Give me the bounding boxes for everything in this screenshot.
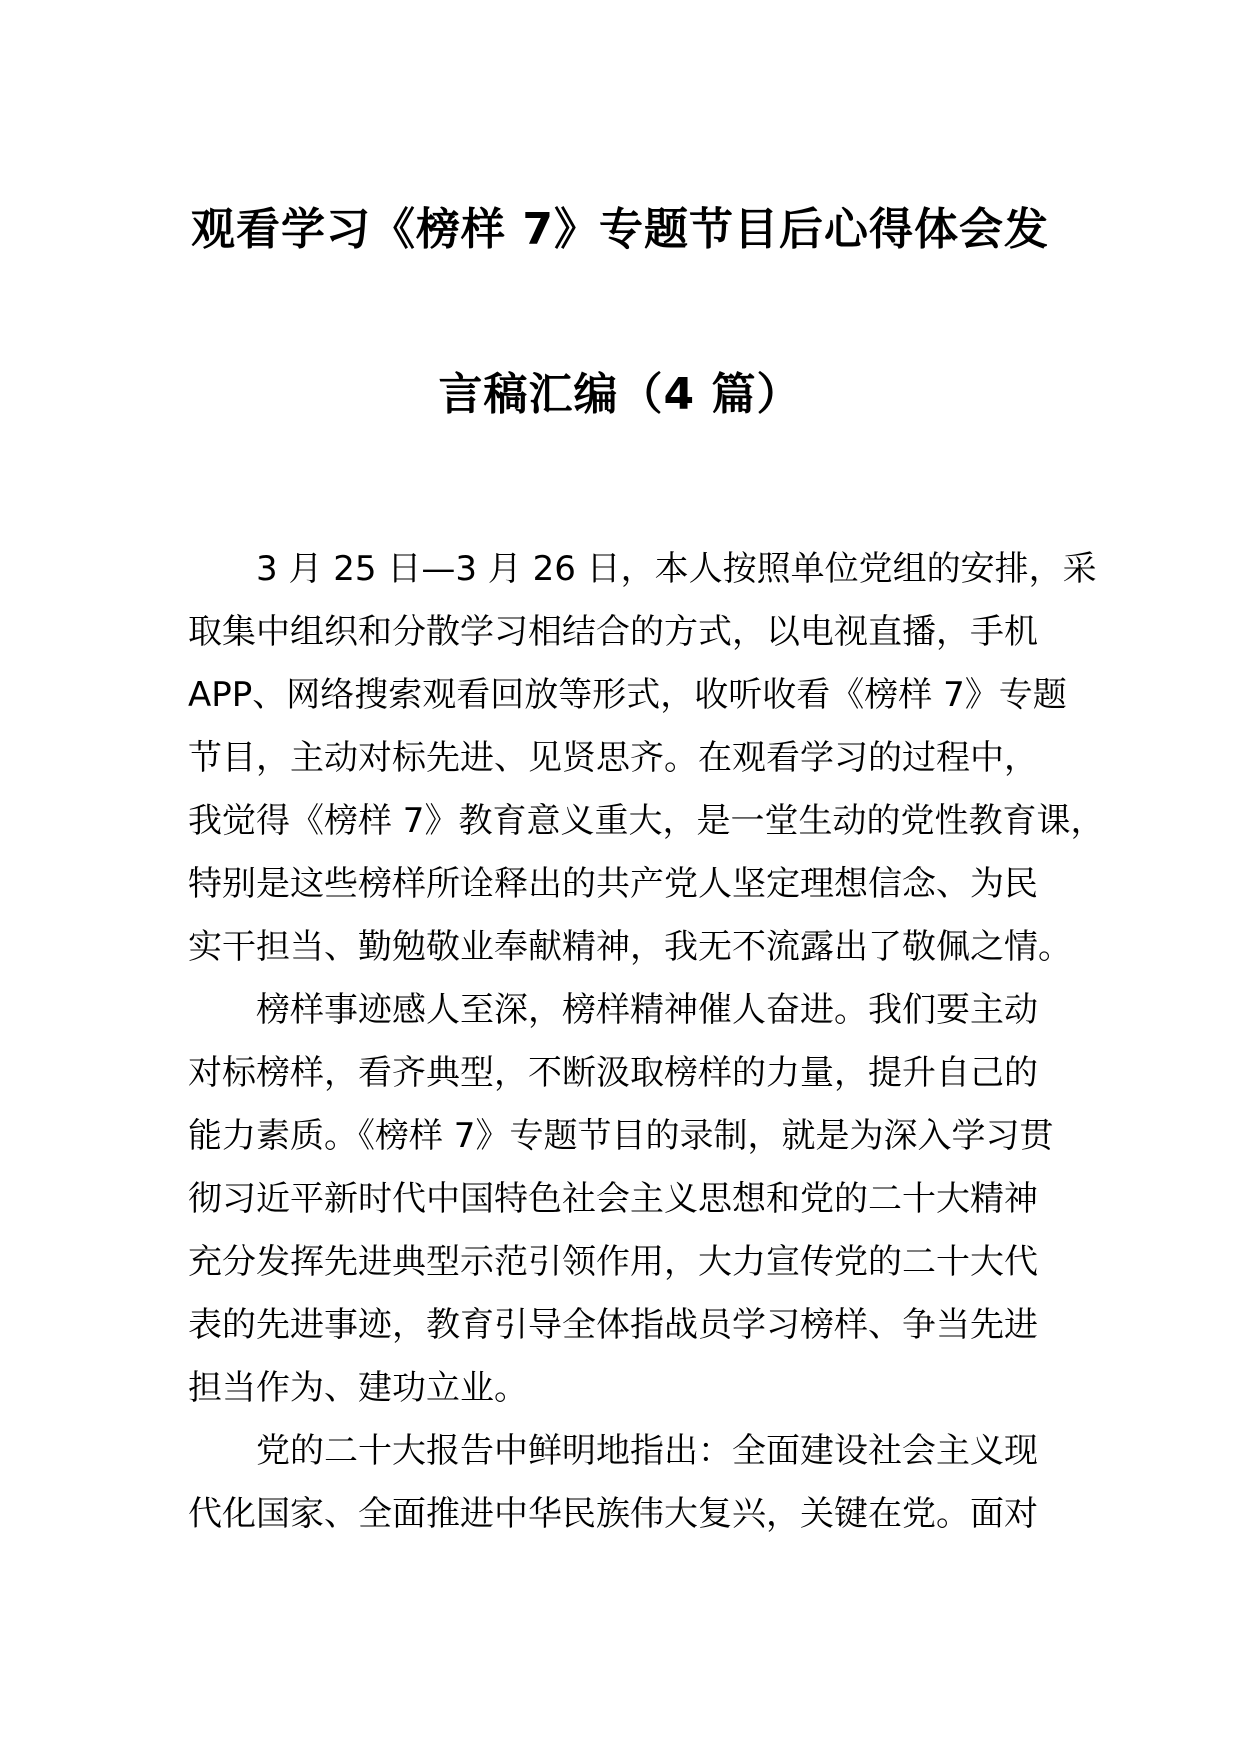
paragraph-2-line-7: 担当作为、建功立业。 — [188, 1368, 528, 1408]
paragraph-1-line-7: 实干担当、勤勉敬业奉献精神，我无不流露出了敬佩之情。 — [188, 927, 1072, 967]
paragraph-1-line-6: 特别是这些榜样所诠释出的共产党人坚定理想信念、为民 — [188, 864, 1038, 904]
paragraph-2-line-5: 充分发挥先进典型示范引领作用，大力宣传党的二十大代 — [188, 1242, 1038, 1282]
paragraph-1-line-2: 取集中组织和分散学习相结合的方式，以电视直播，手机 — [188, 612, 1038, 652]
paragraph-1-line-1: 3 月 25 日—3 月 26 日，本人按照单位党组的安排，采 — [256, 549, 1097, 589]
document-title-line-2: 言稿汇编（4 篇） — [438, 369, 802, 420]
paragraph-2-line-4: 彻习近平新时代中国特色社会主义思想和党的二十大精神 — [188, 1179, 1038, 1219]
paragraph-1-line-3: APP、网络搜索观看回放等形式，收听收看《榜样 7》专题 — [188, 675, 1067, 715]
paragraph-2-line-3: 能力素质。《榜样 7》专题节目的录制，就是为深入学习贯 — [188, 1116, 1054, 1156]
paragraph-1-line-5: 我觉得《榜样 7》教育意义重大，是一堂生动的党性教育课， — [188, 801, 1105, 841]
paragraph-3-line-2: 代化国家、全面推进中华民族伟大复兴，关键在党。面对 — [188, 1494, 1038, 1534]
paragraph-1-line-4: 节目，主动对标先进、见贤思齐。在观看学习的过程中， — [188, 738, 1038, 778]
paragraph-2-line-2: 对标榜样，看齐典型，不断汲取榜样的力量，提升自己的 — [188, 1053, 1038, 1093]
paragraph-3-line-1: 党的二十大报告中鲜明地指出：全面建设社会主义现 — [256, 1431, 1038, 1471]
paragraph-2-line-1: 榜样事迹感人至深，榜样精神催人奋进。我们要主动 — [256, 990, 1038, 1030]
paragraph-2-line-6: 表的先进事迹，教育引导全体指战员学习榜样、争当先进 — [188, 1305, 1038, 1345]
document-title-line-1: 观看学习《榜样 7》专题节目后心得体会发 — [191, 204, 1049, 255]
